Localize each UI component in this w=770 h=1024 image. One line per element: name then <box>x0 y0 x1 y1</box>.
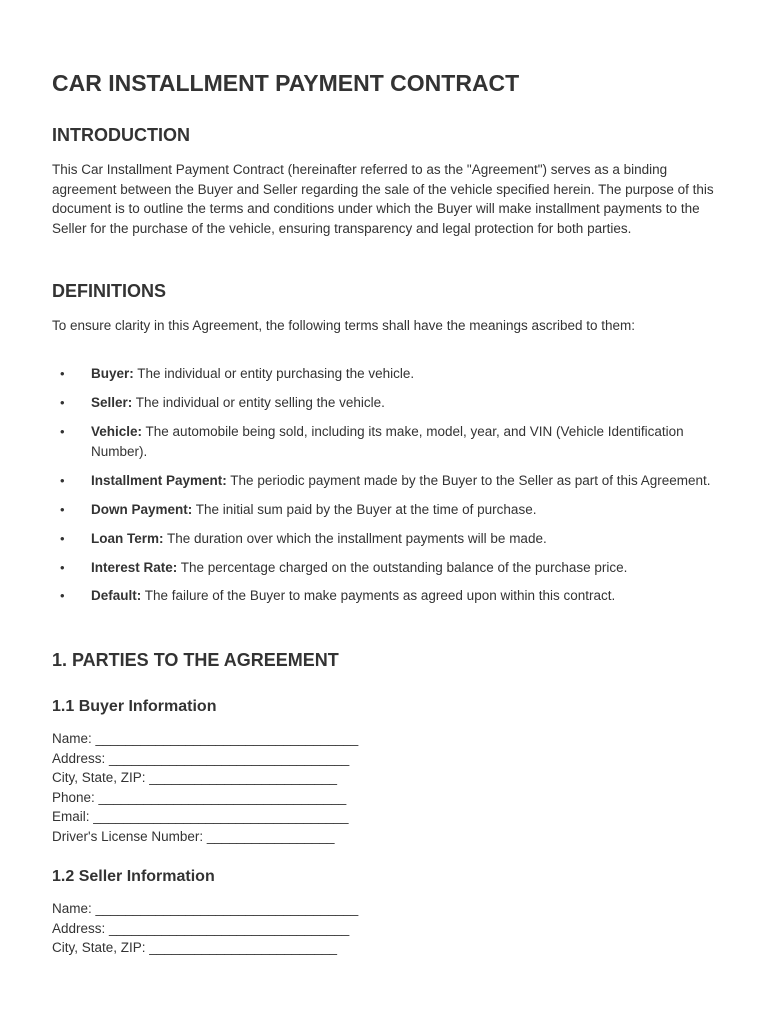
seller-name-field[interactable]: Name: ___________________________________ <box>52 901 359 916</box>
bullet-icon: • <box>60 530 65 546</box>
buyer-license-field[interactable]: Driver's License Number: _________________ <box>52 828 335 844</box>
definition-text: The automobile being sold, including its make, model, year, and VIN (Vehicle Identification Number). <box>91 423 684 459</box>
list-item <box>52 586 732 606</box>
bullet-icon: • <box>60 559 65 575</box>
seller-city-state-zip-field[interactable]: City, State, ZIP: _________________________ <box>52 940 337 955</box>
definition-text: The failure of the Buyer to make payments as agreed upon within this contract. <box>141 588 616 604</box>
document-title: CAR INSTALLMENT PAYMENT CONTRACT <box>52 70 520 96</box>
list-item <box>52 422 732 461</box>
definition-text: The percentage charged on the outstanding balance of the purchase price. <box>177 559 628 575</box>
bullet-icon: • <box>60 472 65 488</box>
buyer-phone-field[interactable]: Phone: _________________________________ <box>52 789 347 805</box>
definition-text: The duration over which the installment payments will be made. <box>163 530 547 546</box>
buyer-address-field[interactable]: Address: ________________________________ <box>52 750 350 766</box>
definitions-list <box>52 364 732 615</box>
list-item <box>52 364 732 384</box>
buyer-city-state-zip-field[interactable]: City, State, ZIP: _________________________ <box>52 770 337 785</box>
buyer-name-field[interactable]: Name: ___________________________________ <box>52 731 359 746</box>
buyer-fields <box>52 729 358 846</box>
definition-term: Default: <box>91 588 142 604</box>
introduction-heading: INTRODUCTION <box>52 125 190 145</box>
buyer-email-field[interactable]: Email: __________________________________ <box>52 809 349 824</box>
bullet-icon: • <box>60 588 65 604</box>
bullet-icon: • <box>60 423 65 439</box>
definition-term: Installment Payment: <box>91 472 227 488</box>
seller-address-field[interactable]: Address: ________________________________ <box>52 920 350 936</box>
list-item <box>52 500 732 520</box>
definition-text: The individual or entity selling the vehicle. <box>132 394 385 410</box>
buyer-info-heading: 1.1 Buyer Information <box>52 698 217 715</box>
seller-fields <box>52 899 358 958</box>
list-item <box>52 558 732 578</box>
seller-info-heading: 1.2 Seller Information <box>52 868 215 885</box>
definition-text: The periodic payment made by the Buyer to the Seller as part of this Agreement. <box>226 472 711 488</box>
bullet-icon: • <box>60 366 65 381</box>
list-item <box>52 393 732 413</box>
definition-term: Buyer: <box>91 366 134 381</box>
definition-term: Interest Rate: <box>91 559 178 575</box>
definition-text: The individual or entity purchasing the vehicle. <box>133 366 415 381</box>
list-item <box>52 529 732 549</box>
definitions-heading: DEFINITIONS <box>52 281 167 301</box>
parties-heading: 1. PARTIES TO THE AGREEMENT <box>52 650 339 670</box>
definition-text: The initial sum paid by the Buyer at the time of purchase. <box>192 501 537 517</box>
bullet-icon: • <box>60 394 65 410</box>
definition-term: Loan Term: <box>91 530 164 546</box>
definition-term: Down Payment: <box>91 501 193 517</box>
bullet-icon: • <box>60 501 65 517</box>
introduction-text: This Car Installment Payment Contract (hereinafter referred to as the "Agreement") serves as a binding agreement between the Buyer and Seller regarding the sale of the vehicle specified herein. The purpose of this document is to outline the terms and conditions under which the Buyer will make installment payments to the Seller for the purchase of the vehicle, ensuring transparency and legal protection for both parties. <box>52 162 714 236</box>
list-item <box>52 471 732 491</box>
definition-term: Seller: <box>91 394 133 410</box>
definition-term: Vehicle: <box>91 423 143 439</box>
definitions-intro: To ensure clarity in this Agreement, the following terms shall have the meanings ascribed to them: <box>52 318 636 333</box>
